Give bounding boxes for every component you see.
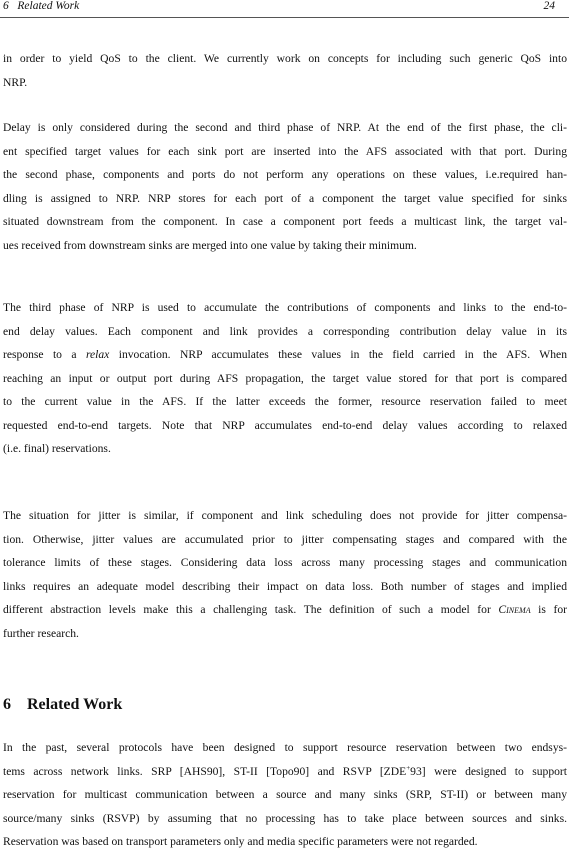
text-line: The third phase of NRP is used to accumulate the contributions of components and links to the end-to- (3, 301, 567, 314)
text-line: reaching an input or output port during AFS propagation, the target value stored for that port is compared (3, 371, 567, 385)
text-line: NRP. (3, 75, 28, 89)
section-title: Related Work (27, 696, 123, 713)
text-run: invocation. NRP accumulates these values in the field carried in the AFS. When (109, 348, 567, 361)
paragraph-delay (3, 116, 567, 257)
text-line: ent specified target values for each sink port are inserted into the AFS associated with that port. During (3, 144, 567, 158)
text-line: in order to yield QoS to the client. We currently work on concepts for including such generic QoS into (3, 52, 567, 65)
text-line: tion. Otherwise, jitter values are accumulated prior to jitter compensating stages and compared with the (3, 532, 567, 546)
text-line: end delay values. Each component and link provides a corresponding contribution delay value in its (3, 324, 567, 338)
text-line: (i.e. final) reservations. (3, 442, 111, 455)
text-line: links requires an adequate model describing their impact on data loss. Both number of stages and implied (3, 579, 567, 593)
running-header-section: 6 Related Work (3, 0, 80, 12)
paragraph-jitter (3, 504, 567, 645)
text-run: 93] were designed to support (410, 764, 567, 778)
text-run: tems across network links. SRP [AHS90], ST-II [Topo90] and RSVP [ZDE (3, 764, 407, 778)
paragraph-third-phase (3, 296, 567, 461)
text-line: Reservation was based on transport parameters only and media specific parameters were not regarded. (3, 835, 478, 848)
text-line: source/many sinks (RSVP) by assuming that no processing has to take place between sources and sinks. (3, 811, 567, 825)
paragraph-related-work (3, 736, 567, 854)
text-line: situated downstream from the component. In case a component port feeds a multicast link, the target val- (3, 215, 567, 228)
text-line: further research. (3, 626, 79, 640)
text-line: ues received from downstream sinks are merged into one value by taking their minimum. (3, 238, 417, 252)
paragraph-qos-continuation (3, 47, 567, 94)
page-number: 24 (543, 0, 555, 12)
text-run: is for (530, 603, 567, 616)
text-line: the second phase, components and ports do not perform any operations on these values, i.e.required han- (3, 168, 567, 181)
text-run: response to a (3, 348, 86, 361)
text-line: dling is assigned to NRP. NRP stores for each port of a component the target value specified for sinks (3, 191, 567, 205)
text-run: different abstraction levels make this a challenging task. The definition of such a model for (3, 603, 499, 616)
text-line (3, 598, 567, 622)
text-line: requested end-to-end targets. Note that NRP accumulates end-to-end delay values according to relaxed (3, 418, 567, 432)
cinema-name: Cinema (498, 603, 531, 616)
running-header (3, 0, 555, 13)
section-number: 6 (3, 696, 11, 713)
text-line (3, 760, 567, 784)
header-divider (0, 17, 569, 18)
relax-term: relax (85, 348, 110, 361)
text-line (3, 343, 567, 367)
text-line: Delay is only considered during the second and third phase of NRP. At the end of the first phase, the cli- (3, 121, 567, 134)
text-line: The situation for jitter is similar, if component and link scheduling does not provide for jitter compensa- (3, 509, 567, 522)
superscript-plus: + (406, 763, 411, 772)
text-line: In the past, several protocols have been designed to support resource reservation between two endsys- (3, 741, 567, 754)
text-line: tolerance limits of these stages. Considering data loss across many processing stages and communication (3, 556, 567, 569)
text-line: reservation for multicast communication between a source and many sinks (SRP, ST-II) or between many (3, 788, 567, 801)
text-line: to the current value in the AFS. If the latter exceeds the former, resource reservation failed to meet (3, 395, 567, 408)
section-heading (3, 693, 122, 717)
